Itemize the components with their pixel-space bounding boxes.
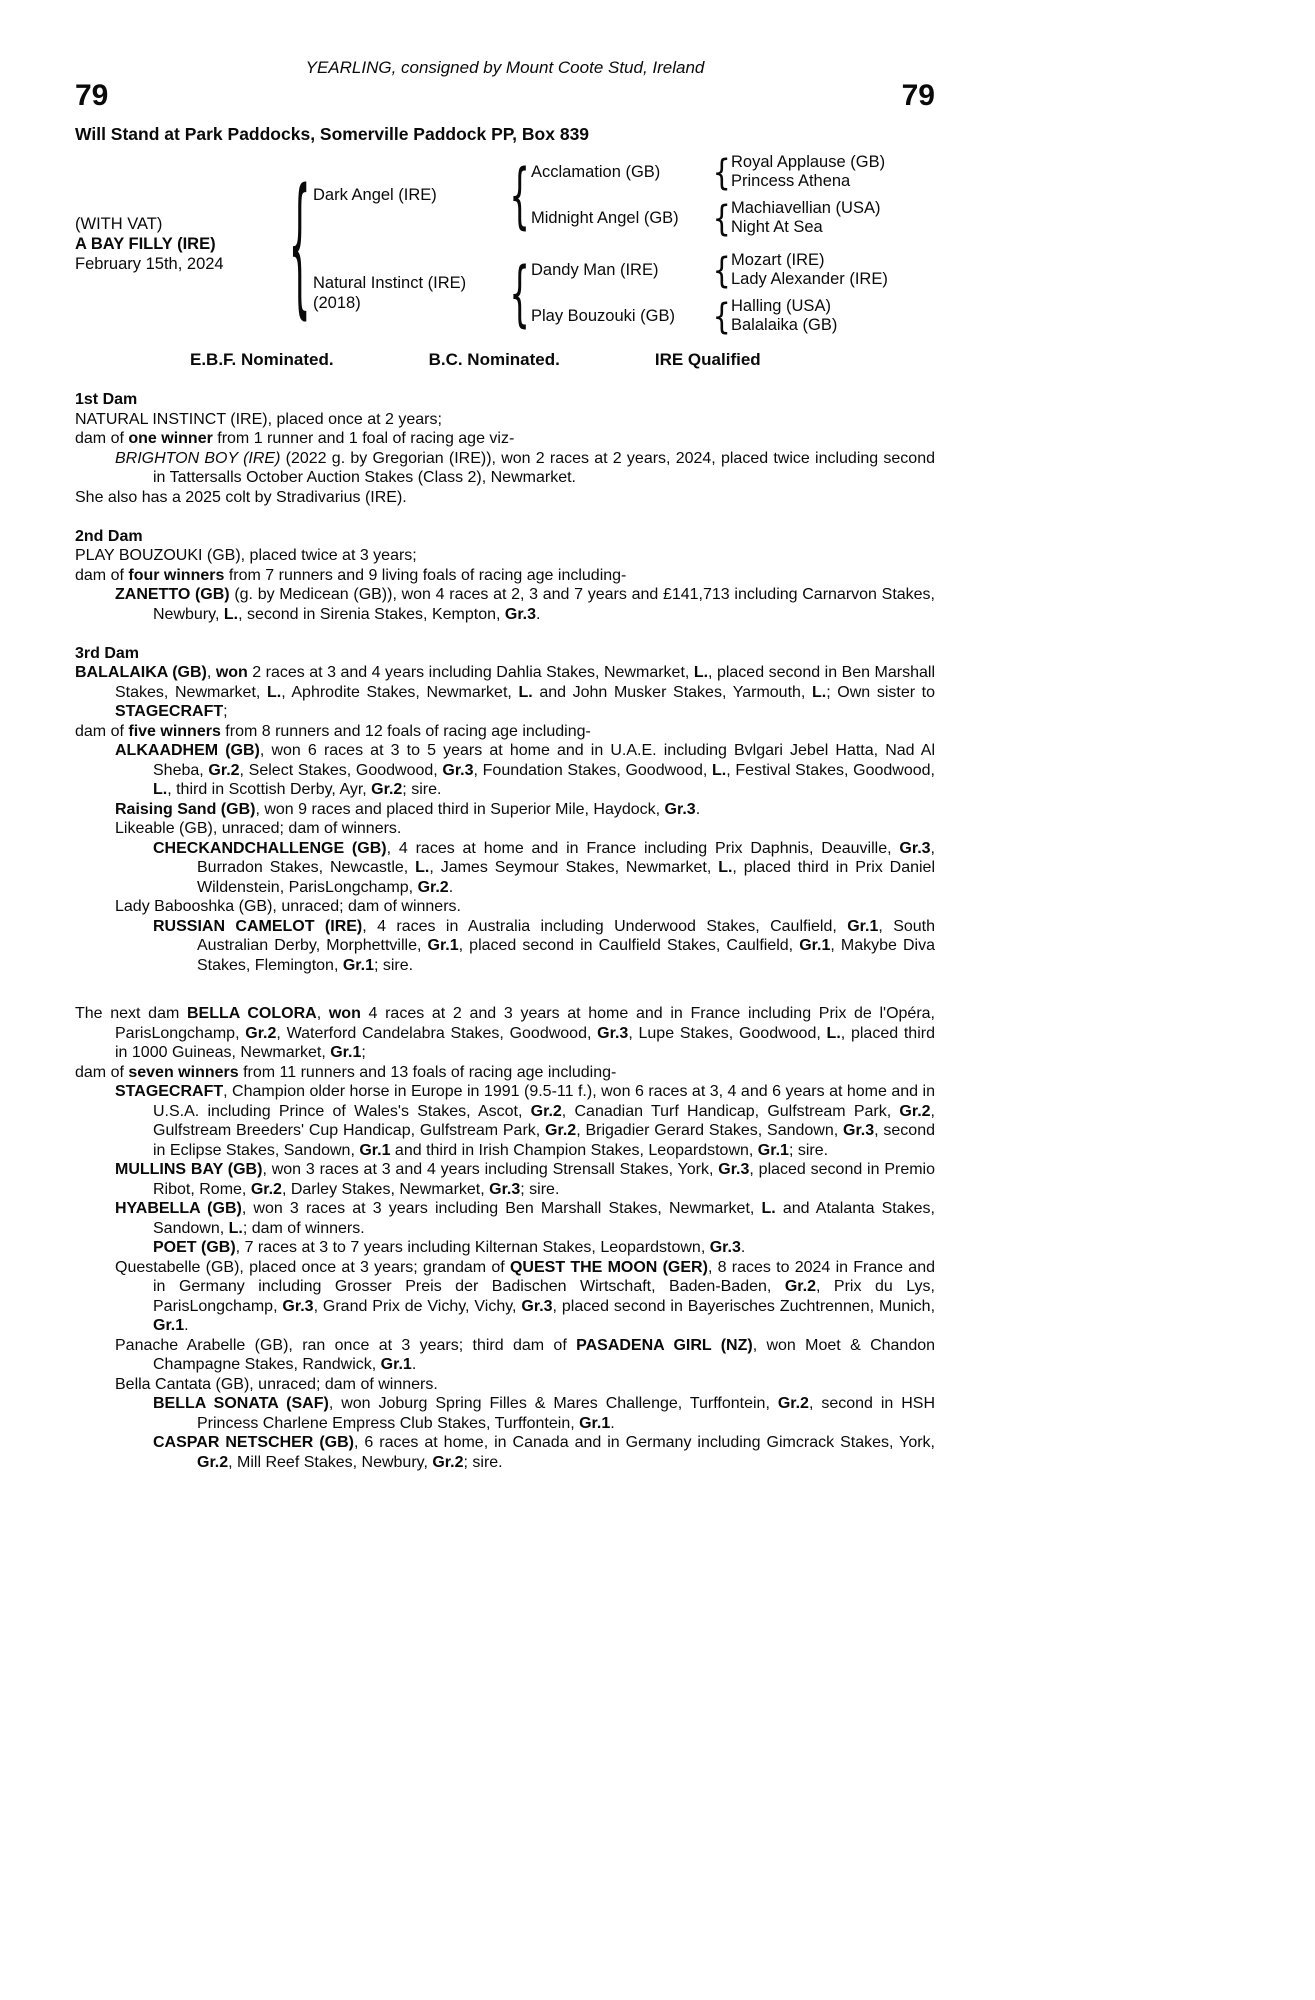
- ire-qualified-label: IRE Qualified: [654, 350, 761, 369]
- brace-glyph: {: [509, 153, 531, 237]
- para-bella-cantata: Bella Cantata (GB), unraced; dam of winners.: [115, 1375, 438, 1393]
- stand-location-line: Will Stand at Park Paddocks, Somerville Paddock PP, Box 839: [75, 124, 590, 144]
- para-caspar-netscher: CASPAR NETSCHER (GB), 6 races at home, in Canada and in Germany including Gimcrack Stakes, York, Gr.2, Mill Reef Stakes, Newbury, Gr.2; sire.: [153, 1434, 935, 1471]
- great-grandparent-name: Machiavellian (USA): [731, 199, 881, 217]
- brace-icon: [287, 153, 313, 335]
- para-questabelle: Questabelle (GB), placed once at 3 years; grandam of QUEST THE MOON (GER), 8 races to 2024 in France and in Germany including Grosser Preis der Badischen Wirtschaft, Baden-Baden, Gr.2, Prix du Lys, ParisLongchamp, Gr.3, Grand Prix de Vichy, Vichy, Gr.3, placed second in Bayerisches Zuchtrennen, Munich, Gr.1.: [115, 1258, 936, 1335]
- brace-icon: [509, 153, 531, 237]
- ebf-nominated-label: E.B.F. Nominated.: [190, 350, 334, 369]
- para-russian-camelot: RUSSIAN CAMELOT (IRE), 4 races in Australia including Underwood Stakes, Caulfield, Gr.1, South Australian Derby, Morphettville, Gr.1, placed second in Caulfield Stakes, Caulfield, Gr.1, Makybe Diva Stakes, Flemington, Gr.1; sire.: [153, 917, 936, 974]
- para-stagecraft: STAGECRAFT, Champion older horse in Europe in 1991 (9.5-11 f.), won 6 races at 3, 4 and 6 years at home and in U.S.A. including Prince of Wales's Stakes, Ascot, Gr.2, Canadian Turf Handicap, Gulfstream Park, Gr.2, Gulfstream Breeders' Cup Handicap, Gulfstream Park, Gr.2, Brigadier Gerard Stakes, Sandown, Gr.3, second in Eclipse Stakes, Sandown, Gr.1 and third in Irish Champion Stakes, Leopardstown, Gr.1; sire.: [115, 1083, 936, 1159]
- great-grandparents-pair: [731, 297, 935, 335]
- great-grandparent-name: Mozart (IRE): [731, 251, 825, 269]
- heading-1st-dam: 1st Dam: [75, 391, 138, 408]
- para-raising-sand: Raising Sand (GB), won 9 races and placed third in Superior Mile, Haydock, Gr.3.: [115, 800, 701, 818]
- para-likeable: Likeable (GB), unraced; dam of winners.: [115, 820, 402, 837]
- para-poet: POET (GB), 7 races at 3 to 7 years including Kilternan Stakes, Leopardstown, Gr.3.: [153, 1239, 746, 1257]
- foaling-date: February 15th, 2024: [75, 255, 224, 273]
- heading-2nd-dam: 2nd Dam: [75, 527, 143, 545]
- para-lady-babooshka: Lady Babooshka (GB), unraced; dam of winners.: [115, 898, 461, 915]
- section-gap: [75, 507, 935, 527]
- grandsire-branch: [531, 248, 935, 292]
- consignor-line: YEARLING, consigned by Mount Coote Stud, Ireland: [305, 58, 705, 77]
- great-grandparents-pair: [731, 251, 935, 289]
- brace-glyph: {: [289, 154, 311, 334]
- lot-number-left: 79: [75, 79, 109, 112]
- brace-icon: [712, 294, 732, 338]
- para-play-bouzouki: PLAY BOUZOUKI (GB), placed twice at 3 years;: [75, 547, 417, 564]
- lot-number-right: 79: [901, 79, 935, 112]
- pedigree-tree: [75, 150, 935, 338]
- para-checkandchallenge: CHECKANDCHALLENGE (GB), 4 races at home and in France including Prix Daphnis, Deauville, Gr.3, Burradon Stakes, Newcastle, L., James Seymour Stakes, Newmarket, L., placed third in Prix Daniel Wildenstein, ParisLongchamp, Gr.2.: [153, 839, 936, 896]
- para-dam-of-one-winner: dam of one winner from 1 runner and 1 foal of racing age viz-: [75, 430, 515, 447]
- para-2025-colt: She also has a 2025 colt by Stradivarius (IRE).: [75, 488, 407, 506]
- great-grandparent-name: Balalaika (GB): [731, 316, 838, 334]
- page-content: [75, 58, 935, 1472]
- subject-horse-block: [75, 214, 287, 274]
- brace-glyph: {: [712, 196, 732, 240]
- sire-parents-group: [531, 150, 935, 240]
- dam-parents-group: [531, 248, 935, 338]
- subject-horse-name: A BAY FILLY (IRE): [75, 235, 216, 253]
- sire-branch: [313, 150, 935, 240]
- grandparent-name: Play Bouzouki (GB): [531, 307, 675, 325]
- granddam-branch: [531, 294, 935, 338]
- pedigree-generations: [313, 150, 935, 338]
- dam-year: (2018): [313, 294, 361, 312]
- catalogue-body-text: [75, 390, 935, 1472]
- great-grandparent-name: Royal Applause (GB): [731, 153, 886, 171]
- great-grandparents-pair: [731, 199, 935, 237]
- grandparent-name: Acclamation (GB): [531, 163, 661, 181]
- great-grandparent-name: Night At Sea: [731, 218, 823, 236]
- heading-3rd-dam: 3rd Dam: [75, 644, 140, 662]
- para-natural-instinct: NATURAL INSTINCT (IRE), placed once at 2 years;: [75, 410, 442, 428]
- section-gap: [75, 975, 935, 1004]
- great-grandparents-pair: [731, 153, 935, 191]
- great-grandparent-name: Princess Athena: [731, 172, 851, 190]
- para-alkaadhem: ALKAADHEM (GB), won 6 races at 3 to 5 years at home and in U.A.E. including Bvlgari Jebel Hatta, Nad Al Sheba, Gr.2, Select Stakes, Goodwood, Gr.3, Foundation Stakes, Goodwood, L., Festival Stakes, Goodwood, L., third in Scottish Derby, Ayr, Gr.2; sire.: [115, 742, 936, 798]
- para-dam-of-five-winners: dam of five winners from 8 runners and 12 foals of racing age including-: [75, 722, 591, 740]
- great-grandparent-name: Halling (USA): [731, 297, 831, 315]
- granddam-branch: [531, 196, 935, 240]
- para-brighton-boy: BRIGHTON BOY (IRE) (2022 g. by Gregorian (IRE)), won 2 races at 2 years, 2024, placed twice including second in Tattersalls October Auction Stakes (Class 2), Newmarket.: [115, 449, 935, 486]
- grandsire-branch: [531, 150, 935, 194]
- grandparent-name: Dandy Man (IRE): [531, 261, 659, 279]
- brace-glyph: {: [712, 248, 732, 292]
- dam-branch: [313, 248, 935, 338]
- brace-icon: [712, 196, 732, 240]
- brace-icon: [712, 150, 732, 194]
- vat-note: (WITH VAT): [75, 215, 163, 233]
- para-mullins-bay: MULLINS BAY (GB), won 3 races at 3 and 4 years including Strensall Stakes, York, Gr.3, placed second in Premio Ribot, Rome, Gr.2, Darley Stakes, Newmarket, Gr.3; sire.: [115, 1161, 936, 1198]
- dam-name-block: [313, 273, 509, 313]
- section-gap: [75, 624, 935, 644]
- bc-nominated-label: B.C. Nominated.: [428, 350, 560, 369]
- para-dam-of-four-winners: dam of four winners from 7 runners and 9 living foals of racing age including-: [75, 566, 627, 584]
- brace-icon: [712, 248, 732, 292]
- nominations-row: [75, 349, 935, 370]
- para-zanetto: ZANETTO (GB) (g. by Medicean (GB)), won 4 races at 2, 3 and 7 years and £141,713 including Carnarvon Stakes, Newbury, L., second in Sirenia Stakes, Kempton, Gr.3.: [115, 586, 936, 623]
- grandparent-name: Midnight Angel (GB): [531, 209, 679, 227]
- para-dam-of-seven-winners: dam of seven winners from 11 runners and 13 foals of racing age including-: [75, 1063, 617, 1081]
- brace-glyph: {: [712, 294, 732, 338]
- para-balalaika: BALALAIKA (GB), won 2 races at 3 and 4 years including Dahlia Stakes, Newmarket, L., placed second in Ben Marshall Stakes, Newmarket, L., Aphrodite Stakes, Newmarket, L. and John Musker Stakes, Yarmouth, L.; Own sister to STAGECRAFT;: [75, 664, 936, 720]
- brace-icon: [509, 251, 531, 335]
- para-bella-sonata: BELLA SONATA (SAF), won Joburg Spring Filles & Mares Challenge, Turffontein, Gr.2, second in HSH Princess Charlene Empress Club Stakes, Turffontein, Gr.1.: [153, 1395, 935, 1432]
- lot-number-row: [75, 80, 935, 112]
- para-hyabella: HYABELLA (GB), won 3 races at 3 years including Ben Marshall Stakes, Newmarket, L. and Atalanta Stakes, Sandown, L.; dam of winners.: [115, 1200, 935, 1237]
- brace-glyph: {: [712, 150, 732, 194]
- great-grandparent-name: Lady Alexander (IRE): [731, 270, 888, 288]
- dam-name: Natural Instinct (IRE): [313, 274, 467, 292]
- sire-name: Dark Angel (IRE): [313, 186, 437, 204]
- para-panache-arabelle: Panache Arabelle (GB), ran once at 3 years; third dam of PASADENA GIRL (NZ), won Moet & Chandon Champagne Stakes, Randwick, Gr.1.: [115, 1336, 936, 1374]
- para-bella-colora: The next dam BELLA COLORA, won 4 races at 2 and 3 years at home and in France including Prix de l'Opéra, ParisLongchamp, Gr.2, Waterford Candelabra Stakes, Goodwood, Gr.3, Lupe Stakes, Goodwood, L., placed third in 1000 Guineas, Newmarket, Gr.1;: [75, 1005, 935, 1062]
- brace-glyph: {: [509, 251, 531, 335]
